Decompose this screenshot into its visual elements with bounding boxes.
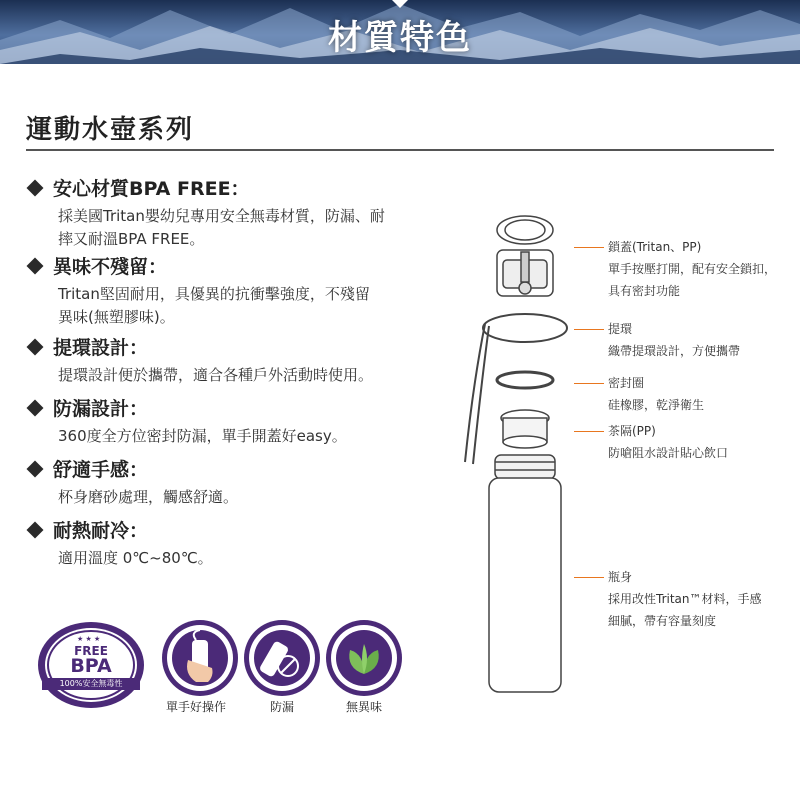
callout-title: 鎖蓋(Tritan、PP) (608, 240, 702, 254)
callout-line: 單手按壓打開，配有安全鎖扣， (608, 262, 777, 276)
callout-line: 硅橡膠，乾淨衛生 (608, 398, 705, 412)
hand-bottle-icon (162, 620, 238, 696)
feature-title: 提環設計： (53, 337, 149, 359)
feature-comfort (26, 455, 466, 509)
diamond-bullet-icon (27, 399, 44, 416)
seal-ring-part (497, 372, 553, 388)
callout-bottle-body (574, 566, 762, 628)
leaves-icon (326, 620, 402, 696)
leakproof-badge (244, 620, 320, 696)
feature-no-odor (26, 252, 466, 329)
bottle-exploded-diagram (455, 200, 585, 700)
callout-title: 茶隔(PP) (608, 424, 656, 438)
diamond-bullet-icon (27, 460, 44, 477)
badge-label-one-hand: 單手好操作 (165, 700, 226, 714)
feature-body: 杯身磨砂處理，觸感舒適。 (58, 488, 239, 506)
no-leak-icon (244, 620, 320, 696)
feature-handle (26, 333, 466, 387)
callout-line: 採用改性Tritan™材料，手感 (608, 592, 762, 606)
leader-line (574, 431, 604, 432)
tea-filter-part (501, 410, 549, 448)
leader-line (574, 577, 604, 578)
no-odor-badge (326, 620, 402, 696)
diamond-bullet-icon (27, 179, 44, 196)
feature-body: 採美國Tritan嬰幼兒專用安全無毒材質，防漏、耐 摔又耐溫BPA FREE。 (58, 207, 385, 248)
lid-part (497, 216, 553, 296)
feature-title: 耐熱耐冷： (53, 520, 149, 542)
callout-line: 織帶提環設計，方便攜帶 (608, 344, 741, 358)
callout-seal-ring (574, 372, 705, 412)
diamond-bullet-icon (27, 338, 44, 355)
feature-body: Tritan堅固耐用，具優異的抗衝擊強度，不殘留 異味(無塑膠味)。 (58, 285, 370, 326)
leader-line (574, 329, 604, 330)
callout-line: 具有密封功能 (608, 284, 681, 298)
badge-bpa-text: BPA (70, 655, 112, 677)
badge-ribbon-text: 100%安全無毒性 (59, 679, 123, 688)
feature-title: 異味不殘留： (53, 256, 168, 278)
svg-text:★ ★ ★: ★ ★ ★ (77, 635, 101, 643)
callout-title: 提環 (608, 322, 633, 336)
badge-label-no-odor: 無異味 (345, 700, 382, 714)
callout-strap (574, 318, 741, 358)
callout-line: 防嗆阻水設計貼心飲口 (608, 446, 729, 460)
diamond-bullet-icon (27, 521, 44, 538)
badge-label-leakproof: 防漏 (269, 700, 294, 714)
feature-title: 防漏設計： (53, 398, 149, 420)
callout-title: 密封圈 (608, 376, 645, 390)
callout-line: 細膩，帶有容量刻度 (608, 614, 717, 628)
feature-body: 360度全方位密封防漏，單手開蓋好easy。 (58, 427, 347, 445)
diamond-bullet-icon (27, 257, 44, 274)
leader-line (574, 247, 604, 248)
page-title: 運動水壺系列 (26, 115, 195, 145)
feature-temperature (26, 516, 466, 570)
one-hand-badge (162, 620, 238, 696)
bottle-body-part (489, 455, 561, 692)
title-divider (26, 149, 774, 151)
feature-bpa-free (26, 174, 466, 251)
feature-title: 舒適手感： (53, 459, 149, 481)
feature-title: 安心材質BPA FREE： (53, 178, 250, 200)
feature-body: 提環設計便於攜帶，適合各種戶外活動時使用。 (58, 366, 374, 384)
badge-free-text: FREE (74, 644, 108, 658)
banner-title: 材質特色 (328, 18, 472, 58)
feature-body: 適用溫度 0℃~80℃。 (58, 549, 213, 567)
leader-line (574, 383, 604, 384)
bpa-free-badge (36, 620, 146, 710)
callout-lid (574, 236, 777, 298)
feature-leakproof (26, 394, 466, 448)
callout-title: 瓶身 (608, 570, 633, 584)
callout-tea-filter (574, 420, 729, 460)
header-banner (0, 0, 800, 64)
